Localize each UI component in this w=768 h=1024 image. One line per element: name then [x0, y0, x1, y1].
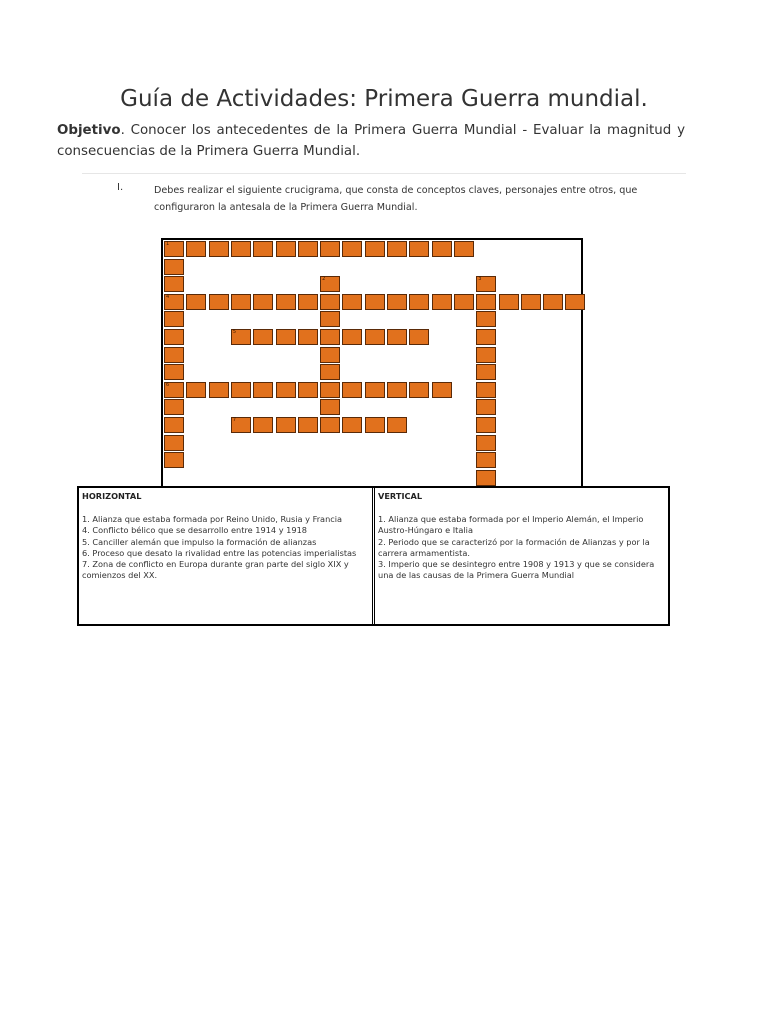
crossword-cell[interactable] — [387, 382, 407, 398]
crossword-cell[interactable] — [387, 241, 407, 257]
crossword-cell[interactable] — [164, 294, 184, 310]
crossword-cell[interactable] — [164, 382, 184, 398]
horizontal-clue: 1. Alianza que estaba formada por Reino Unido, Rusia y Francia — [82, 514, 343, 525]
cell-number: 3 — [478, 276, 482, 283]
crossword-cell[interactable] — [276, 241, 296, 257]
crossword-cell[interactable] — [320, 276, 340, 292]
crossword-cell[interactable] — [476, 364, 496, 380]
crossword-cell[interactable] — [454, 241, 474, 257]
crossword-cell[interactable] — [253, 382, 273, 398]
crossword-cell[interactable] — [231, 294, 251, 310]
crossword-cell[interactable] — [320, 399, 340, 415]
crossword-cell[interactable] — [253, 329, 273, 345]
crossword-cell[interactable] — [476, 382, 496, 398]
vertical-clue: 2. Periodo que se caracterizó por la formación de Alianzas y por la carrera armamentista. — [378, 536, 650, 558]
crossword-cell[interactable] — [164, 364, 184, 380]
instruction-number: I. — [117, 182, 124, 193]
objective-text: . Conocer los antecedentes de la Primera Guerra Mundial - Evaluar la magnitud y consecuencias de la Primera Guerra Mundial. — [57, 123, 685, 159]
crossword-cell[interactable] — [387, 417, 407, 433]
crossword-cell[interactable] — [387, 329, 407, 345]
horizontal-clue: 7. Zona de conflicto en Europa durante gran parte del siglo XIX y comienzos del XX. — [82, 559, 349, 581]
clues-table — [77, 486, 670, 626]
crossword-cell[interactable] — [365, 241, 385, 257]
crossword-cell[interactable] — [365, 329, 385, 345]
crossword-cell[interactable] — [276, 382, 296, 398]
cell-number: 4 — [166, 293, 170, 300]
crossword-cell[interactable] — [365, 417, 385, 433]
cell-number: 1 — [166, 241, 170, 247]
crossword-cell[interactable] — [164, 311, 184, 327]
horizontal-clue: 5. Canciller alemán que impulso la formación de alianzas — [82, 536, 317, 547]
crossword-cell[interactable] — [298, 241, 318, 257]
crossword-cell[interactable] — [298, 294, 318, 310]
crossword-cell[interactable] — [342, 382, 362, 398]
crossword-cell[interactable] — [476, 311, 496, 327]
cell-number: 6 — [166, 381, 170, 388]
crossword-cell[interactable] — [186, 241, 206, 257]
crossword-cell[interactable] — [186, 382, 206, 398]
crossword-cell[interactable] — [320, 329, 340, 345]
crossword-cell[interactable] — [476, 470, 496, 486]
crossword-cell[interactable] — [276, 417, 296, 433]
vertical-clues — [372, 488, 668, 624]
crossword-cell[interactable] — [320, 241, 340, 257]
cell-number: 5 — [232, 329, 237, 335]
crossword-cell[interactable] — [565, 294, 585, 310]
crossword-cell[interactable] — [476, 276, 496, 292]
crossword-cell[interactable] — [543, 294, 563, 310]
crossword-cell[interactable] — [164, 241, 184, 257]
crossword-cell[interactable] — [253, 241, 273, 257]
crossword-cell[interactable] — [342, 329, 362, 345]
crossword-cell[interactable] — [231, 241, 251, 257]
divider — [82, 173, 686, 174]
objective — [57, 120, 685, 162]
crossword-cell[interactable] — [164, 347, 184, 363]
crossword-cell[interactable] — [209, 241, 229, 257]
crossword-cell[interactable] — [521, 294, 541, 310]
crossword-cell[interactable] — [387, 294, 407, 310]
cell-number: 2 — [322, 276, 326, 283]
crossword-cell[interactable] — [432, 294, 452, 310]
crossword-cell[interactable] — [253, 417, 273, 433]
crossword-cell[interactable] — [409, 241, 429, 257]
crossword-cell[interactable] — [320, 382, 340, 398]
crossword-cell[interactable] — [253, 294, 273, 310]
crossword-cell[interactable] — [320, 347, 340, 363]
crossword-grid — [161, 238, 583, 488]
crossword-cell[interactable] — [298, 382, 318, 398]
vertical-heading: VERTICAL — [378, 491, 423, 501]
cell-number: 7 — [232, 417, 237, 423]
crossword-cell[interactable] — [342, 241, 362, 257]
crossword-cell[interactable] — [476, 417, 496, 433]
horizontal-heading: HORIZONTAL — [82, 491, 142, 501]
crossword-cell[interactable] — [476, 294, 496, 310]
crossword-cell[interactable] — [409, 382, 429, 398]
crossword-cell[interactable] — [499, 294, 519, 310]
crossword-cell[interactable] — [476, 329, 496, 345]
crossword-cell[interactable] — [476, 347, 496, 363]
crossword-cell[interactable] — [432, 382, 452, 398]
crossword-cell[interactable] — [164, 329, 184, 345]
crossword-cell[interactable] — [164, 435, 184, 451]
crossword-cell[interactable] — [320, 364, 340, 380]
crossword-cell[interactable] — [365, 382, 385, 398]
crossword-cell[interactable] — [231, 329, 251, 345]
crossword-cell[interactable] — [454, 294, 474, 310]
crossword-cell[interactable] — [209, 382, 229, 398]
crossword-cell[interactable] — [342, 417, 362, 433]
horizontal-clue: 6. Proceso que desato la rivalidad entre las potencias imperialistas — [82, 547, 357, 558]
crossword-cell[interactable] — [164, 259, 184, 275]
crossword-cell[interactable] — [476, 435, 496, 451]
vertical-clue: 3. Imperio que se desintegro entre 1908 y 1913 y que se considera una de las causas de la Primera Guerra Mundial — [378, 559, 655, 581]
crossword-cell[interactable] — [320, 417, 340, 433]
crossword-cell[interactable] — [231, 382, 251, 398]
crossword-cell[interactable] — [276, 294, 296, 310]
instruction-text: Debes realizar el siguiente crucigrama, que consta de conceptos claves, personajes entre otros, que configuraron la antesala de la Primera Guerra Mundial. — [154, 185, 638, 213]
horizontal-clue: 4. Conflicto bélico que se desarrollo entre 1914 y 1918 — [82, 525, 307, 536]
crossword-cell[interactable] — [298, 329, 318, 345]
vertical-clue: 1. Alianza que estaba formada por el Imperio Alemán, el Imperio Austro-Húngaro e Italia — [378, 514, 644, 536]
crossword-cell[interactable] — [231, 417, 251, 433]
crossword-cell[interactable] — [320, 311, 340, 327]
page-title: Guía de Actividades: Primera Guerra mundial. — [120, 86, 648, 112]
crossword-cell[interactable] — [298, 417, 318, 433]
crossword-cell[interactable] — [276, 329, 296, 345]
crossword-cell[interactable] — [209, 294, 229, 310]
crossword-cell[interactable] — [164, 276, 184, 292]
objective-label: Objetivo — [57, 123, 121, 138]
crossword-cell[interactable] — [164, 452, 184, 468]
crossword-cell[interactable] — [432, 241, 452, 257]
crossword-cell[interactable] — [164, 399, 184, 415]
crossword-cell[interactable] — [409, 329, 429, 345]
crossword-cell[interactable] — [476, 399, 496, 415]
crossword-cell[interactable] — [164, 417, 184, 433]
crossword-cell[interactable] — [342, 294, 362, 310]
crossword-cell[interactable] — [409, 294, 429, 310]
crossword-cell[interactable] — [186, 294, 206, 310]
crossword-cell[interactable] — [320, 294, 340, 310]
crossword-cell[interactable] — [476, 452, 496, 468]
horizontal-clues — [79, 488, 372, 624]
crossword-cell[interactable] — [365, 294, 385, 310]
